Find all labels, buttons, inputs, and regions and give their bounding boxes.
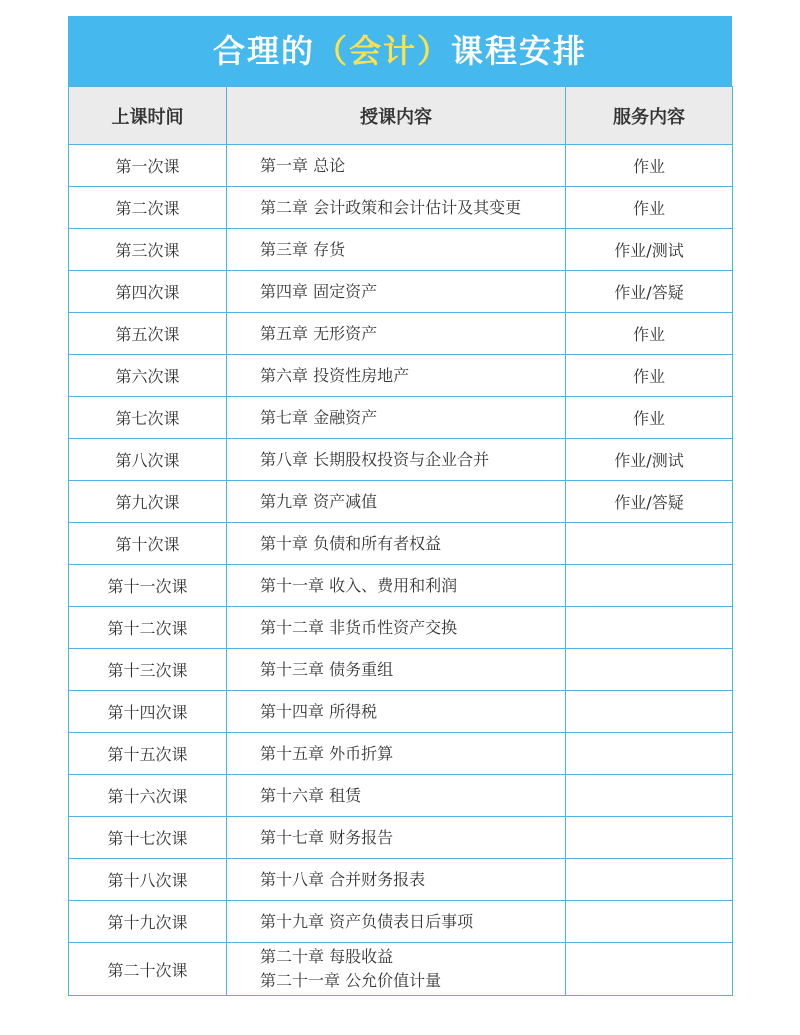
chapter-line: 第五章 无形资产 [260,323,378,343]
chapter-line: 第十四章 所得税 [260,701,378,721]
service-cell [566,775,733,817]
table-row [69,691,733,733]
title-prefix: 合理的 [212,32,315,70]
content-cell [227,859,566,901]
chapter-line: 第六章 投资性房地产 [260,365,410,385]
service-cell: 作业/答疑 [566,271,733,313]
column-header-content: 授课内容 [227,87,566,145]
service-cell: 作业 [566,355,733,397]
session-cell: 第九次课 [69,481,227,523]
content-cell [227,691,566,733]
chapter-line: 第十章 负债和所有者权益 [260,533,442,553]
chapter-line: 第十二章 非货币性资产交换 [260,617,458,637]
session-cell: 第一次课 [69,145,227,187]
column-header-service: 服务内容 [566,87,733,145]
table-row [69,943,733,996]
session-cell: 第十八次课 [69,859,227,901]
service-cell [566,817,733,859]
chapter-line: 第四章 固定资产 [260,281,378,301]
session-cell: 第十一次课 [69,565,227,607]
session-cell: 第十七次课 [69,817,227,859]
content-cell [227,733,566,775]
title-banner [68,16,732,86]
chapter-line: 第二十章 每股收益 [260,947,394,966]
schedule-sheet [68,16,732,996]
content-cell [227,355,566,397]
session-cell: 第十二次课 [69,607,227,649]
service-cell: 作业/答疑 [566,481,733,523]
table-row [69,733,733,775]
page-title [212,32,588,70]
chapter-line: 第三章 存货 [260,239,346,259]
session-cell: 第三次课 [69,229,227,271]
content-cell [227,313,566,355]
table-row [69,397,733,439]
session-cell: 第七次课 [69,397,227,439]
content-cell [227,229,566,271]
content-cell [227,817,566,859]
service-cell [566,859,733,901]
service-cell [566,901,733,943]
service-cell: 作业 [566,397,733,439]
session-cell: 第二十次课 [69,943,227,996]
chapter-line: 第八章 长期股权投资与企业合并 [260,449,490,469]
chapter-line: 第十五章 外币折算 [260,743,394,763]
chapter-line: 第七章 金融资产 [260,407,378,427]
service-cell: 作业/测试 [566,439,733,481]
table-row [69,523,733,565]
title-accent: 会计 [348,32,417,70]
table-row [69,901,733,943]
table-row [69,271,733,313]
table-row [69,607,733,649]
table-row [69,439,733,481]
chapter-line: 第十九章 资产负债表日后事项 [260,911,474,931]
session-cell: 第二次课 [69,187,227,229]
chapter-line: 第一章 总论 [260,155,346,175]
service-cell: 作业 [566,313,733,355]
session-cell: 第十六次课 [69,775,227,817]
table-row [69,229,733,271]
service-cell: 作业/测试 [566,229,733,271]
title-suffix: 课程安排 [451,32,588,70]
content-cell [227,565,566,607]
table-row [69,355,733,397]
session-cell: 第十九次课 [69,901,227,943]
chapter-line: 第十一章 收入、费用和利润 [260,575,458,595]
table-row [69,649,733,691]
session-cell: 第十次课 [69,523,227,565]
session-cell: 第五次课 [69,313,227,355]
service-cell [566,691,733,733]
table-row [69,859,733,901]
table-row [69,775,733,817]
content-cell [227,775,566,817]
service-cell: 作业 [566,145,733,187]
service-cell [566,565,733,607]
title-paren-open: （ [314,32,349,70]
table-row [69,481,733,523]
session-cell: 第四次课 [69,271,227,313]
content-cell [227,439,566,481]
content-cell [227,649,566,691]
chapter-line: 第十八章 合并财务报表 [260,869,426,889]
table-row [69,145,733,187]
content-cell [227,943,566,996]
service-cell [566,523,733,565]
content-cell [227,481,566,523]
table-body [69,145,733,996]
chapter-line: 第九章 资产减值 [260,491,378,511]
session-cell: 第八次课 [69,439,227,481]
chapter-line: 第二十一章 公允价值计量 [260,971,442,990]
session-cell: 第十四次课 [69,691,227,733]
content-cell [227,523,566,565]
content-cell [227,607,566,649]
table-row [69,187,733,229]
service-cell [566,733,733,775]
chapter-line: 第十六章 租赁 [260,785,362,805]
table-row [69,817,733,859]
chapter-line: 第十三章 债务重组 [260,659,394,679]
service-cell [566,943,733,996]
content-cell [227,901,566,943]
table-row [69,565,733,607]
schedule-table [68,86,733,996]
service-cell: 作业 [566,187,733,229]
service-cell [566,649,733,691]
table-header-row [69,87,733,145]
table-row [69,313,733,355]
content-cell [227,271,566,313]
content-cell [227,397,566,439]
service-cell [566,607,733,649]
column-header-session: 上课时间 [69,87,227,145]
title-paren-close: ） [417,32,452,70]
session-cell: 第十五次课 [69,733,227,775]
session-cell: 第六次课 [69,355,227,397]
content-cell [227,145,566,187]
chapter-line: 第十七章 财务报告 [260,827,394,847]
session-cell: 第十三次课 [69,649,227,691]
content-cell [227,187,566,229]
chapter-line: 第二章 会计政策和会计估计及其变更 [260,197,522,217]
